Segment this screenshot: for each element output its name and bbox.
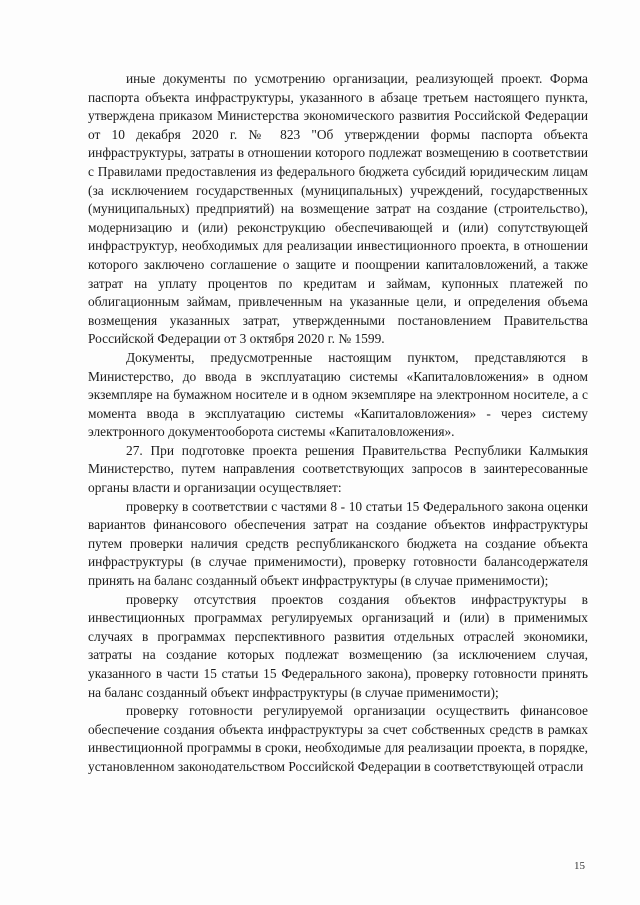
paragraph-clause-27: 27. При подготовке проекта решения Правительства Республики Калмыкия Министерство, путем направления соответствующих запросов в заинтересованные органы власти и организации осуществляет: <box>88 442 588 496</box>
page-number: 15 <box>574 860 585 872</box>
paragraph-check-regulated-organization: проверку готовности регулируемой организации осуществить финансовое обеспечение создания объекта инфраструктуры за счет собственных средств в рамках инвестиционной программы в сроки, необходимые для реализации проекта, в порядке, установленном законодательством Российской Федерации в соответствующей отрасли <box>88 703 588 774</box>
paragraph-check-financing: проверку в соответствии с частями 8 - 10 статьи 15 Федерального закона оценки вариантов финансового обеспечения затрат на создание объектов инфраструктуры путем проверки наличия средств республиканского бюджета на создание объекта инфраструктуры (в случае применимости), проверку готовности балансодержателя принять на баланс созданный объект инфраструктуры (в случае применимости); <box>88 498 588 589</box>
paragraph-passport-form: иные документы по усмотрению организации, реализующей проект. Форма паспорта объекта инфраструктуры, указанного в абзаце третьем настоящего пункта, утверждена приказом Министерства экономического развития Российской Федерации от 10 декабря 2020 г. № 823 "Об утверждении формы паспорта объекта инфраструктуры, затраты в отношении которого подлежат возмещению в соответствии с Правилами предоставления из федерального бюджета субсидий юридическим лицам (за исключением государственных (муниципальных) учреждений, государственных (муниципальных) предприятий) на возмещение затрат на создание (строительство), модернизацию и (или) реконструкцию обеспечивающей и (или) сопутствующей инфраструктур, необходимых для реализации инвестиционного проекта, в отношении которого заключено соглашение о защите и поощрении капиталовложений, а также затрат на уплату процентов по кредитам и займам, купонных платежей по облигационным займам, привлеченным на указанные цели, и определения объема возмещения указанных затрат, утвержденными постановлением Правительства Российской Федерации от 3 октября 2020 г. № 1599. <box>88 71 588 347</box>
paragraph-documents-submission: Документы, предусмотренные настоящим пунктом, представляются в Министерство, до ввода в эксплуатацию системы «Капиталовложения» в одном экземпляре на бумажном носителе и в одном экземпляре на электронном носителе, а с момента ввода в эксплуатацию системы «Капиталовложения» - через систему электронного документооборота системы «Капиталовложения». <box>88 349 588 440</box>
paragraph-check-investment-programs: проверку отсутствия проектов создания объектов инфраструктуры в инвестиционных программах регулируемых организаций и (или) в применимых случаях в программах перспективного развития отдельных отраслей экономики, затраты на создание которых подлежат возмещению (за исключением случая, указанного в части 15 статьи 15 Федерального закона), проверку готовности принять на баланс созданный объект инфраструктуры (в случае применимости); <box>88 591 588 700</box>
document-body <box>88 70 588 777</box>
